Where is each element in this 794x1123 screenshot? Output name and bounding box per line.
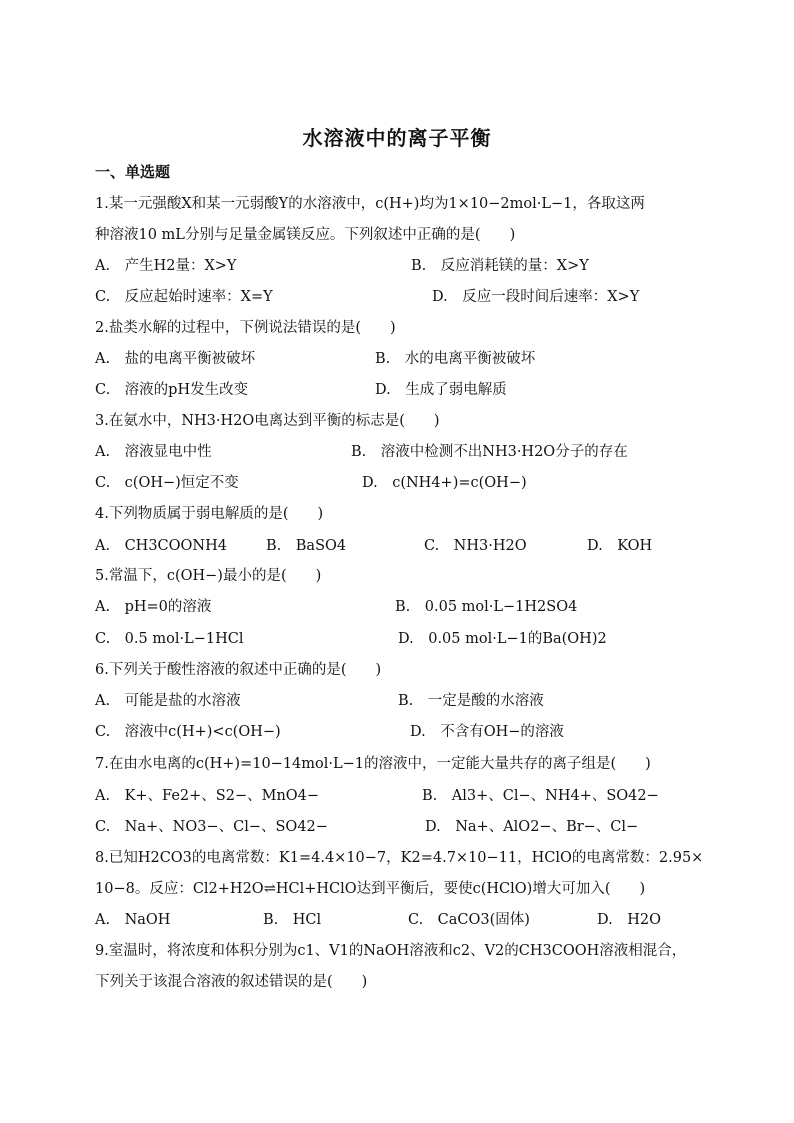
q6-option-b: B. 一定是酸的水溶液 [398, 693, 544, 709]
page-title: 水溶液中的离子平衡 [302, 126, 492, 150]
q8-option-d: D. H2O [597, 912, 661, 928]
q1-stem-line1: 1.某一元强酸X和某一元弱酸Y的水溶液中，c(H+)均为1×10−2mol·L−1，各取这两 [95, 196, 645, 212]
q8-option-a: A. NaOH [95, 912, 171, 928]
q7-option-d: D. Na+、AlO2−、Br−、Cl− [425, 819, 639, 835]
q7-stem: 7.在由水电离的c(H+)=10−14mol·L−1的溶液中，一定能大量共存的离子组是( ) [95, 756, 651, 772]
q1-option-c: C. 反应起始时速率：X=Y [95, 289, 273, 305]
q5-option-d: D. 0.05 mol·L−1的Ba(OH)2 [398, 631, 607, 647]
q4-option-a: A. CH3COONH4 [95, 538, 227, 554]
q2-stem: 2.盐类水解的过程中，下例说法错误的是( ) [95, 320, 396, 336]
q4-option-c: C. NH3·H2O [424, 538, 527, 554]
q2-option-c: C. 溶液的pH发生改变 [95, 382, 249, 398]
q1-option-b: B. 反应消耗镁的量：X>Y [411, 258, 589, 274]
q3-option-c: C. c(OH−)恒定不变 [95, 475, 239, 491]
q1-option-d: D. 反应一段时间后速率：X>Y [432, 289, 640, 305]
q6-stem: 6.下列关于酸性溶液的叙述中正确的是( ) [95, 662, 382, 678]
q8-option-b: B. HCl [263, 912, 322, 928]
q4-option-d: D. KOH [587, 538, 653, 554]
q7-option-c: C. Na+、NO3−、Cl−、SO42− [95, 819, 328, 835]
q5-option-b: B. 0.05 mol·L−1H2SO4 [395, 599, 578, 615]
q4-option-b: B. BaSO4 [266, 538, 347, 554]
q6-option-a: A. 可能是盐的水溶液 [95, 693, 241, 709]
q8-stem-line1: 8.已知H2CO3的电离常数：K1=4.4×10−7，K2=4.7×10−11，HClO的电离常数：2.95× [95, 850, 704, 866]
q3-option-a: A. 溶液显电中性 [95, 444, 212, 460]
q4-stem: 4.下列物质属于弱电解质的是( ) [95, 506, 324, 522]
q3-option-d: D. c(NH4+)=c(OH−) [362, 475, 527, 491]
q2-option-b: B. 水的电离平衡被破坏 [375, 351, 536, 367]
q6-option-c: C. 溶液中c(H+)<c(OH−) [95, 724, 281, 740]
q7-option-b: B. Al3+、Cl−、NH4+、SO42− [422, 788, 659, 804]
q5-option-c: C. 0.5 mol·L−1HCl [95, 631, 244, 647]
q2-option-d: D. 生成了弱电解质 [375, 382, 507, 398]
q2-option-a: A. 盐的电离平衡被破坏 [95, 351, 256, 367]
q1-stem-line2: 种溶液10 mL分别与足量金属镁反应。下列叙述中正确的是( ) [95, 227, 516, 243]
section-heading: 一、单选题 [95, 163, 171, 181]
q3-stem: 3.在氨水中，NH3·H2O电离达到平衡的标志是( ) [95, 413, 440, 429]
q7-option-a: A. K+、Fe2+、S2−、MnO4− [95, 788, 320, 804]
q6-option-d: D. 不含有OH−的溶液 [410, 724, 564, 740]
q5-stem: 5.常温下，c(OH−)最小的是( ) [95, 568, 322, 584]
q3-option-b: B. 溶液中检测不出NH3·H2O分子的存在 [351, 444, 628, 460]
q1-option-a: A. 产生H2量：X>Y [95, 258, 237, 274]
q5-option-a: A. pH=0的溶液 [95, 599, 212, 615]
q9-stem-line2: 下列关于该混合溶液的叙述错误的是( ) [95, 974, 368, 990]
q9-stem-line1: 9.室温时，将浓度和体积分别为c1、V1的NaOH溶液和c2、V2的CH3COOH溶液相混合， [95, 943, 687, 959]
q8-stem-line2: 10−8。反应：Cl2+H2O⇌HCl+HClO达到平衡后，要使c(HClO)增大可加入( ) [95, 881, 646, 897]
q8-option-c: C. CaCO3(固体) [408, 912, 530, 928]
